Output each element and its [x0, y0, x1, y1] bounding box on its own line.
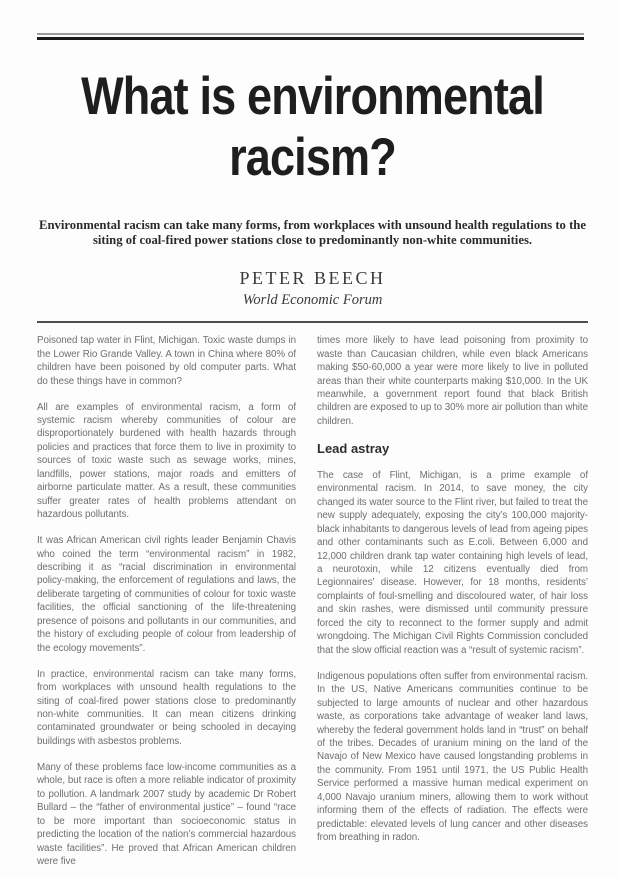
page-content: [0, 33, 620, 877]
body-paragraph: The case of Flint, Michigan, is a prime example of environmental racism. In 2014, to save money, the city changed its water source to the Flint river, but failed to treat the new supply adequately, exposing the city’s 100,000 majority-black inhabitants to dangerous levels of lead from ageing pipes and other contaminants such as E.coli. Between 6,000 and 12,000 children drank tap water containing high levels of lead, a neurotoxin, while 12 citizens eventually died from Legionnaires’ disease. However, for 18 months, residents’ complaints of foul-smelling and discoloured water, of hair loss and skin rashes, were dismissed until community pressure forced the city to reconnect to the former supply and admit wrongdoing. The Michigan Civil Rights Commission concluded that the slow official reaction was a “result of systemic racism”.: [317, 469, 588, 656]
masthead-double-rule: [37, 33, 584, 40]
body-paragraph: times more likely to have lead poisoning from proximity to waste than Caucasian children, while even black Americans making $50-60,000 a year were more likely to live in polluted areas than their white counterparts making $10,000. In the UK meanwhile, a government report found that black British children are exposed to up to 30% more air pollution than white children.: [317, 335, 588, 427]
section-heading: Lead astray: [317, 440, 390, 456]
title-line-1: What is environmental: [81, 67, 544, 126]
article-title: [37, 66, 588, 188]
body-paragraph: Many of these problems face low-income communities as a whole, but race is often a more reliable indicator of proximity to pollution. A landmark 2007 study by academic Dr Robert Bullard – the “father of environmental justice” – found “race to be more important than socioeconomic status in predicting the location of the nation’s commercial hazardous waste facilities”. He proved that African American children were five: [37, 761, 296, 868]
byline: [37, 268, 588, 309]
article-body: [37, 334, 588, 877]
byline-affiliation: World Economic Forum: [242, 292, 383, 309]
right-column: [317, 334, 588, 877]
body-paragraph: Indigenous populations often suffer from environmental racism. In the US, Native Americans communities continue to be subjected to large amounts of nuclear and other hazardous waste, as corporations take advantage of weaker land laws, whereby the federal government holds land in “trust” on behalf of the tribes. Decades of uranium mining on the land of the Navajo of New Mexico have caused longstanding problems in the community. From 1951 until 1971, the US Public Health Service performed a massive human medical experiment on 4,000 Navajo uranium miners, allowing them to work without informing them of the effects of radiation. The effects were predictable: elevated levels of lung cancer and other diseases from breathing in radon.: [317, 670, 588, 844]
body-paragraph: All are examples of environmental racism, a form of systemic racism whereby communities of colour are disproportionately burdened with health hazards through policies and practices that force them to live in proximity to sources of toxic waste such as sewage works, mines, landfills, power stations, major roads and emitters of airborne particulate matter. As a result, these communities suffer greater rates of health problems attendant on hazardous pollutants.: [37, 401, 296, 521]
body-paragraph: It was African American civil rights leader Benjamin Chavis who coined the term “environmental racism” in 1982, describing it as “racial discrimination in environmental policy-making, the enforcement of regulations and laws, the deliberate targeting of communities of colour for toxic waste facilities, the official sanctioning of the life-threatening presence of poisons and pollutants in our communities, and the history of excluding people of colour from leadership of the ecology movements”.: [37, 535, 296, 654]
standfirst: Environmental racism can take many forms, from workplaces with unsound health regulations to the siting of coal-fired power stations close to predominantly non-white communities.: [39, 218, 586, 247]
left-column: [37, 334, 296, 877]
body-paragraph: In practice, environmental racism can take many forms, from workplaces with unsound health regulations to the siting of coal-fired power stations close to predominantly non-white communities. It can mean citizens drinking contaminated groundwater or being schooled in decaying buildings with asbestos problems.: [37, 668, 296, 747]
title-line-2: racism?: [229, 128, 396, 187]
section-divider-rule: [37, 321, 588, 323]
byline-author: PETER BEECH: [239, 268, 386, 289]
body-paragraph: Poisoned tap water in Flint, Michigan. Toxic waste dumps in the Lower Rio Grande Valley. A town in China where 80% of children have been poisoned by old computer parts. What do these things have in common?: [37, 335, 296, 387]
